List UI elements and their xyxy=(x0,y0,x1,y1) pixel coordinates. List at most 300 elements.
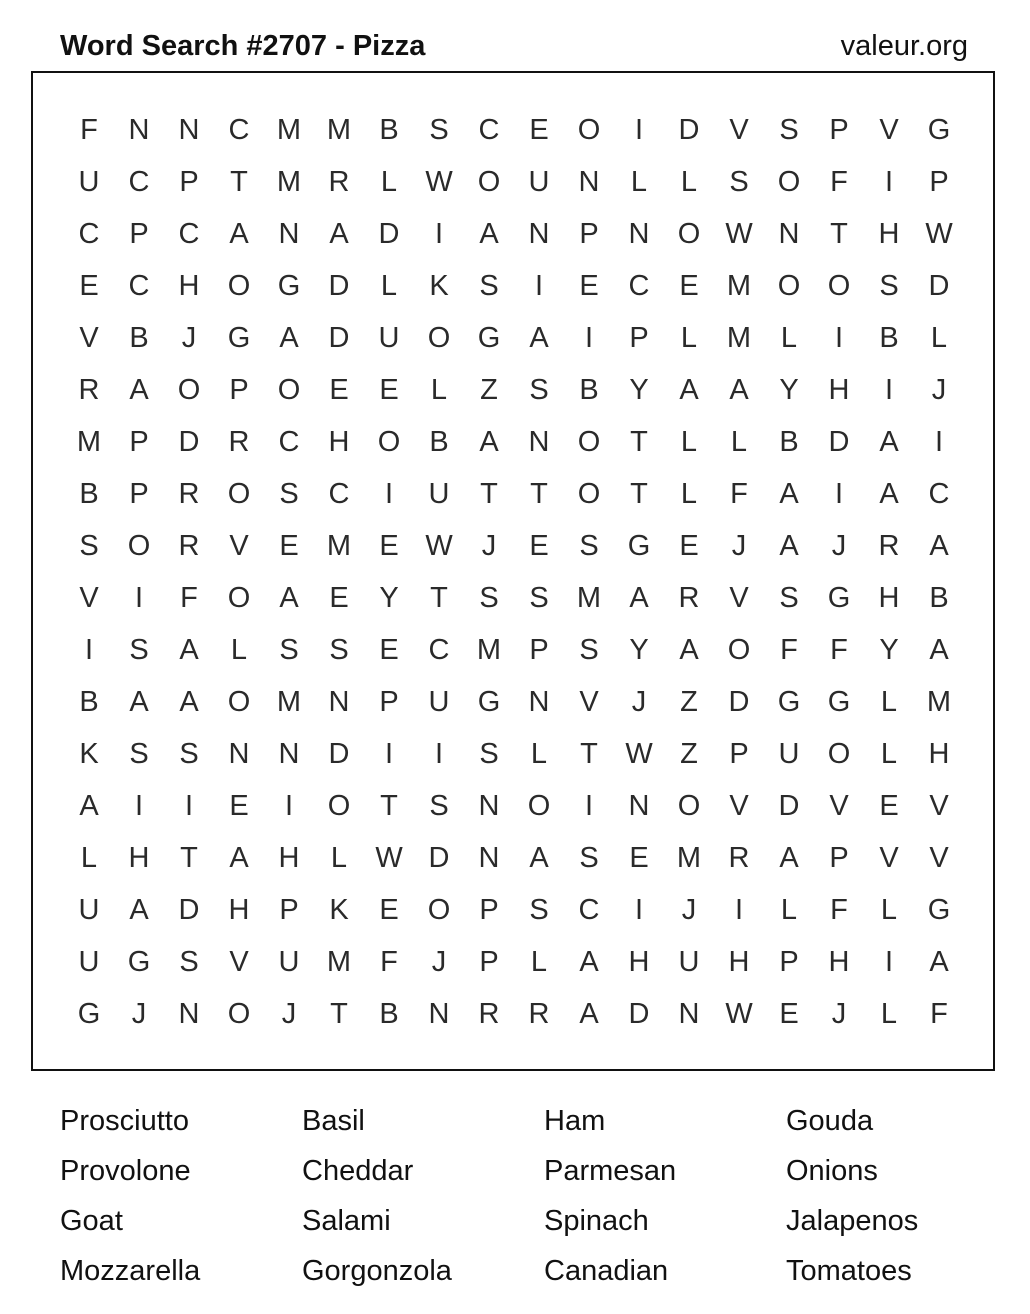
grid-letter: H xyxy=(628,945,650,978)
grid-letter: I xyxy=(834,477,844,510)
grid-letter: A xyxy=(129,685,149,718)
grid-letter: L xyxy=(780,893,798,926)
grid-letter: G xyxy=(627,529,651,562)
grid-letter: G xyxy=(227,321,251,354)
word-list-item: Jalapenos xyxy=(786,1205,919,1237)
grid-letter: Z xyxy=(680,737,698,770)
grid-letter: O xyxy=(227,581,251,614)
grid-letter: I xyxy=(584,321,594,354)
grid-letter: T xyxy=(630,425,648,458)
grid-letter: S xyxy=(579,633,599,666)
grid-letter: A xyxy=(229,841,249,874)
word-list-item: Mozzarella xyxy=(60,1255,201,1287)
grid-letter: D xyxy=(328,269,350,302)
grid-letter: Y xyxy=(379,581,399,614)
grid-letter: S xyxy=(479,269,499,302)
grid-letter: S xyxy=(529,581,549,614)
grid-letter: O xyxy=(377,425,401,458)
word-list-item: Gouda xyxy=(786,1105,874,1137)
grid-letter: O xyxy=(127,529,151,562)
grid-letter: A xyxy=(279,321,299,354)
grid-letter: P xyxy=(529,633,549,666)
grid-letter: D xyxy=(428,841,450,874)
grid-letter: M xyxy=(326,113,352,146)
grid-letter: D xyxy=(628,997,650,1030)
grid-letter: E xyxy=(779,997,799,1030)
grid-letter: N xyxy=(128,113,150,146)
grid-letter: M xyxy=(676,841,702,874)
word-list-item: Cheddar xyxy=(302,1155,414,1187)
grid-letter: C xyxy=(228,113,250,146)
grid-letter: V xyxy=(729,113,749,146)
grid-letter: O xyxy=(677,789,701,822)
word-list-item: Spinach xyxy=(544,1205,649,1237)
grid-letter: S xyxy=(529,893,549,926)
grid-letter: N xyxy=(328,685,350,718)
grid-letter: A xyxy=(579,945,599,978)
grid-letter: J xyxy=(931,373,947,406)
grid-letter: I xyxy=(934,425,944,458)
grid-letter: E xyxy=(379,373,399,406)
grid-letter: K xyxy=(329,893,349,926)
grid-letter: N xyxy=(628,217,650,250)
grid-letter: S xyxy=(579,529,599,562)
grid-letter: E xyxy=(379,529,399,562)
grid-letter: R xyxy=(178,529,200,562)
grid-letter: I xyxy=(884,165,894,198)
grid-letter: D xyxy=(678,113,700,146)
grid-letter: A xyxy=(129,373,149,406)
grid-letter: V xyxy=(729,789,749,822)
grid-letter: P xyxy=(779,945,799,978)
grid-letter: P xyxy=(929,165,949,198)
grid-letter: M xyxy=(276,685,302,718)
grid-letter: D xyxy=(178,893,200,926)
grid-letter: L xyxy=(430,373,448,406)
grid-letter: A xyxy=(179,633,199,666)
grid-letter: S xyxy=(779,581,799,614)
grid-letter: N xyxy=(578,165,600,198)
grid-letter: S xyxy=(329,633,349,666)
letter-grid xyxy=(64,104,964,1040)
grid-letter: Y xyxy=(629,373,649,406)
grid-letter: S xyxy=(279,633,299,666)
grid-letter: U xyxy=(278,945,300,978)
grid-letter: L xyxy=(930,321,948,354)
grid-letter: V xyxy=(929,841,949,874)
grid-letter: R xyxy=(728,841,750,874)
grid-letter: O xyxy=(827,269,851,302)
grid-letter: L xyxy=(330,841,348,874)
grid-letter: F xyxy=(80,113,98,146)
grid-letter: S xyxy=(779,113,799,146)
grid-letter: E xyxy=(529,113,549,146)
grid-letter: I xyxy=(84,633,94,666)
grid-letter: N xyxy=(528,685,550,718)
word-list-item: Ham xyxy=(544,1105,606,1137)
grid-letter: W xyxy=(375,841,403,874)
word-list-item: Basil xyxy=(302,1105,365,1137)
grid-letter: A xyxy=(179,685,199,718)
grid-letter: H xyxy=(178,269,200,302)
grid-letter: T xyxy=(580,737,598,770)
grid-letter: O xyxy=(227,997,251,1030)
grid-letter: V xyxy=(879,113,899,146)
grid-letter: G xyxy=(477,321,501,354)
grid-letter: A xyxy=(529,841,549,874)
grid-letter: C xyxy=(328,477,350,510)
grid-letter: T xyxy=(630,477,648,510)
grid-letter: W xyxy=(725,217,753,250)
grid-letter: K xyxy=(429,269,449,302)
grid-letter: M xyxy=(726,269,752,302)
grid-letter: B xyxy=(79,685,99,718)
grid-letter: R xyxy=(478,997,500,1030)
grid-letter: T xyxy=(330,997,348,1030)
grid-letter: L xyxy=(630,165,648,198)
grid-letter: A xyxy=(629,581,649,614)
word-list-item: Tomatoes xyxy=(786,1255,912,1287)
word-list-item: Provolone xyxy=(60,1155,191,1187)
grid-letter: O xyxy=(577,477,601,510)
grid-letter: E xyxy=(279,529,299,562)
grid-letter: H xyxy=(328,425,350,458)
grid-letter: B xyxy=(429,425,449,458)
grid-letter: T xyxy=(230,165,248,198)
grid-letter: V xyxy=(929,789,949,822)
grid-letter: E xyxy=(329,373,349,406)
grid-letter: O xyxy=(427,893,451,926)
grid-letter: C xyxy=(128,269,150,302)
grid-letter: B xyxy=(579,373,599,406)
grid-letter: B xyxy=(879,321,899,354)
grid-letter: A xyxy=(129,893,149,926)
grid-letter: U xyxy=(778,737,800,770)
grid-letter: F xyxy=(830,165,848,198)
grid-letter: R xyxy=(228,425,250,458)
grid-letter: A xyxy=(79,789,99,822)
grid-letter: N xyxy=(528,217,550,250)
grid-letter: I xyxy=(534,269,544,302)
grid-letter: M xyxy=(276,113,302,146)
grid-letter: I xyxy=(884,373,894,406)
grid-letter: P xyxy=(479,945,499,978)
grid-letter: A xyxy=(529,321,549,354)
grid-letter: L xyxy=(680,165,698,198)
grid-letter: J xyxy=(281,997,297,1030)
grid-letter: Y xyxy=(779,373,799,406)
word-list-item: Canadian xyxy=(544,1255,669,1287)
grid-letter: N xyxy=(178,113,200,146)
grid-letter: W xyxy=(425,529,453,562)
grid-letter: A xyxy=(929,529,949,562)
grid-letter: B xyxy=(379,997,399,1030)
grid-letter: S xyxy=(429,789,449,822)
grid-letter: Z xyxy=(680,685,698,718)
grid-letter: I xyxy=(584,789,594,822)
grid-letter: C xyxy=(78,217,100,250)
grid-letter: O xyxy=(327,789,351,822)
grid-letter: N xyxy=(628,789,650,822)
grid-letter: I xyxy=(634,113,644,146)
grid-letter: O xyxy=(677,217,701,250)
grid-letter: I xyxy=(884,945,894,978)
grid-letter: I xyxy=(634,893,644,926)
grid-letter: S xyxy=(579,841,599,874)
grid-letter: V xyxy=(79,581,99,614)
grid-letter: O xyxy=(827,737,851,770)
grid-letter: H xyxy=(878,581,900,614)
grid-letter: B xyxy=(779,425,799,458)
grid-letter: M xyxy=(576,581,602,614)
word-list-item: Gorgonzola xyxy=(302,1255,452,1287)
grid-letter: N xyxy=(478,789,500,822)
grid-letter: L xyxy=(80,841,98,874)
word-list-item: Prosciutto xyxy=(60,1105,189,1137)
grid-letter: F xyxy=(180,581,198,614)
grid-letter: A xyxy=(679,633,699,666)
grid-letter: F xyxy=(930,997,948,1030)
grid-letter: L xyxy=(680,425,698,458)
grid-letter: N xyxy=(278,737,300,770)
grid-letter: C xyxy=(928,477,950,510)
grid-letter: J xyxy=(631,685,647,718)
grid-letter: E xyxy=(529,529,549,562)
grid-letter: C xyxy=(128,165,150,198)
grid-letter: V xyxy=(729,581,749,614)
grid-letter: W xyxy=(925,217,953,250)
grid-letter: P xyxy=(129,217,149,250)
grid-letter: E xyxy=(379,633,399,666)
grid-letter: Y xyxy=(629,633,649,666)
grid-letter: O xyxy=(577,425,601,458)
grid-letter: D xyxy=(378,217,400,250)
grid-letter: M xyxy=(76,425,102,458)
grid-letter: O xyxy=(777,165,801,198)
grid-letter: C xyxy=(428,633,450,666)
grid-letter: C xyxy=(478,113,500,146)
grid-letter: M xyxy=(476,633,502,666)
grid-letter: U xyxy=(78,893,100,926)
grid-letter: L xyxy=(380,269,398,302)
grid-letter: D xyxy=(778,789,800,822)
grid-letter: L xyxy=(680,477,698,510)
grid-letter: S xyxy=(79,529,99,562)
grid-letter: N xyxy=(278,217,300,250)
grid-letter: P xyxy=(479,893,499,926)
grid-letter: S xyxy=(529,373,549,406)
grid-letter: I xyxy=(134,581,144,614)
grid-letter: H xyxy=(278,841,300,874)
grid-letter: F xyxy=(830,893,848,926)
grid-letter: O xyxy=(727,633,751,666)
grid-letter: K xyxy=(79,737,99,770)
grid-letter: L xyxy=(380,165,398,198)
grid-letter: N xyxy=(478,841,500,874)
grid-letter: L xyxy=(880,737,898,770)
grid-letter: O xyxy=(227,477,251,510)
grid-letter: H xyxy=(228,893,250,926)
grid-letter: L xyxy=(680,321,698,354)
word-list xyxy=(60,1096,986,1296)
grid-letter: A xyxy=(479,217,499,250)
grid-letter: N xyxy=(528,425,550,458)
grid-letter: N xyxy=(678,997,700,1030)
grid-letter: J xyxy=(481,529,497,562)
grid-letter: C xyxy=(578,893,600,926)
grid-letter: U xyxy=(378,321,400,354)
grid-letter: W xyxy=(725,997,753,1030)
grid-letter: P xyxy=(179,165,199,198)
grid-letter: O xyxy=(527,789,551,822)
grid-letter: L xyxy=(530,945,548,978)
grid-letter: F xyxy=(380,945,398,978)
grid-letter: J xyxy=(831,997,847,1030)
grid-letter: A xyxy=(329,217,349,250)
grid-letter: J xyxy=(131,997,147,1030)
grid-letter: A xyxy=(779,477,799,510)
grid-letter: N xyxy=(428,997,450,1030)
grid-letter: H xyxy=(828,373,850,406)
grid-letter: B xyxy=(929,581,949,614)
grid-letter: S xyxy=(479,737,499,770)
grid-letter: T xyxy=(380,789,398,822)
grid-letter: S xyxy=(179,737,199,770)
grid-letter: M xyxy=(926,685,952,718)
grid-letter: M xyxy=(276,165,302,198)
grid-letter: A xyxy=(929,633,949,666)
grid-letter: V xyxy=(879,841,899,874)
grid-letter: S xyxy=(879,269,899,302)
grid-letter: N xyxy=(228,737,250,770)
grid-letter: E xyxy=(629,841,649,874)
grid-letter: W xyxy=(425,165,453,198)
grid-letter: R xyxy=(178,477,200,510)
grid-letter: J xyxy=(681,893,697,926)
grid-letter: P xyxy=(229,373,249,406)
grid-letter: G xyxy=(927,113,951,146)
grid-letter: T xyxy=(180,841,198,874)
grid-letter: T xyxy=(530,477,548,510)
grid-letter: I xyxy=(434,217,444,250)
grid-letter: G xyxy=(127,945,151,978)
grid-letter: F xyxy=(830,633,848,666)
grid-letter: S xyxy=(129,737,149,770)
grid-letter: C xyxy=(278,425,300,458)
grid-letter: P xyxy=(829,841,849,874)
grid-letter: H xyxy=(728,945,750,978)
grid-letter: E xyxy=(329,581,349,614)
grid-letter: G xyxy=(827,581,851,614)
grid-letter: T xyxy=(430,581,448,614)
grid-letter: F xyxy=(780,633,798,666)
grid-letter: L xyxy=(530,737,548,770)
grid-letter: A xyxy=(879,477,899,510)
grid-letter: G xyxy=(77,997,101,1030)
grid-letter: E xyxy=(579,269,599,302)
grid-letter: A xyxy=(279,581,299,614)
grid-letter: I xyxy=(384,477,394,510)
page-title: Word Search #2707 - Pizza xyxy=(60,30,426,62)
grid-letter: S xyxy=(279,477,299,510)
grid-letter: D xyxy=(328,321,350,354)
grid-letter: A xyxy=(779,841,799,874)
grid-letter: J xyxy=(431,945,447,978)
grid-letter: S xyxy=(129,633,149,666)
grid-letter: B xyxy=(79,477,99,510)
grid-letter: G xyxy=(277,269,301,302)
grid-letter: P xyxy=(629,321,649,354)
grid-letter: E xyxy=(229,789,249,822)
grid-letter: O xyxy=(277,373,301,406)
grid-letter: M xyxy=(326,529,352,562)
grid-letter: H xyxy=(928,737,950,770)
grid-letter: S xyxy=(479,581,499,614)
grid-letter: L xyxy=(230,633,248,666)
grid-letter: L xyxy=(880,685,898,718)
grid-letter: J xyxy=(831,529,847,562)
grid-letter: O xyxy=(227,269,251,302)
grid-letter: P xyxy=(129,477,149,510)
grid-letter: M xyxy=(326,945,352,978)
grid-letter: D xyxy=(828,425,850,458)
grid-letter: A xyxy=(579,997,599,1030)
grid-letter: M xyxy=(726,321,752,354)
grid-letter: V xyxy=(829,789,849,822)
grid-letter: A xyxy=(229,217,249,250)
grid-letter: P xyxy=(829,113,849,146)
grid-letter: O xyxy=(477,165,501,198)
grid-letter: P xyxy=(379,685,399,718)
grid-letter: B xyxy=(129,321,149,354)
grid-letter: G xyxy=(927,893,951,926)
grid-letter: B xyxy=(379,113,399,146)
grid-letter: V xyxy=(229,529,249,562)
grid-letter: U xyxy=(428,685,450,718)
grid-letter: R xyxy=(328,165,350,198)
word-list-item: Parmesan xyxy=(544,1155,677,1187)
grid-letter: G xyxy=(827,685,851,718)
grid-letter: L xyxy=(880,997,898,1030)
grid-letter: Y xyxy=(879,633,899,666)
grid-letter: E xyxy=(879,789,899,822)
grid-letter: L xyxy=(780,321,798,354)
grid-letter: H xyxy=(878,217,900,250)
grid-letter: V xyxy=(579,685,599,718)
grid-letter: R xyxy=(678,581,700,614)
grid-letter: I xyxy=(384,737,394,770)
grid-letter: W xyxy=(625,737,653,770)
grid-letter: C xyxy=(628,269,650,302)
grid-letter: A xyxy=(479,425,499,458)
grid-letter: O xyxy=(227,685,251,718)
grid-letter: D xyxy=(928,269,950,302)
grid-letter: N xyxy=(778,217,800,250)
grid-letter: U xyxy=(428,477,450,510)
grid-letter: I xyxy=(734,893,744,926)
grid-letter: T xyxy=(480,477,498,510)
grid-letter: R xyxy=(78,373,100,406)
grid-letter: A xyxy=(929,945,949,978)
grid-letter: P xyxy=(579,217,599,250)
grid-letter: P xyxy=(279,893,299,926)
grid-letter: F xyxy=(730,477,748,510)
word-list-item: Salami xyxy=(302,1205,391,1237)
grid-letter: V xyxy=(79,321,99,354)
grid-letter: S xyxy=(429,113,449,146)
grid-letter: H xyxy=(128,841,150,874)
grid-letter: J xyxy=(731,529,747,562)
